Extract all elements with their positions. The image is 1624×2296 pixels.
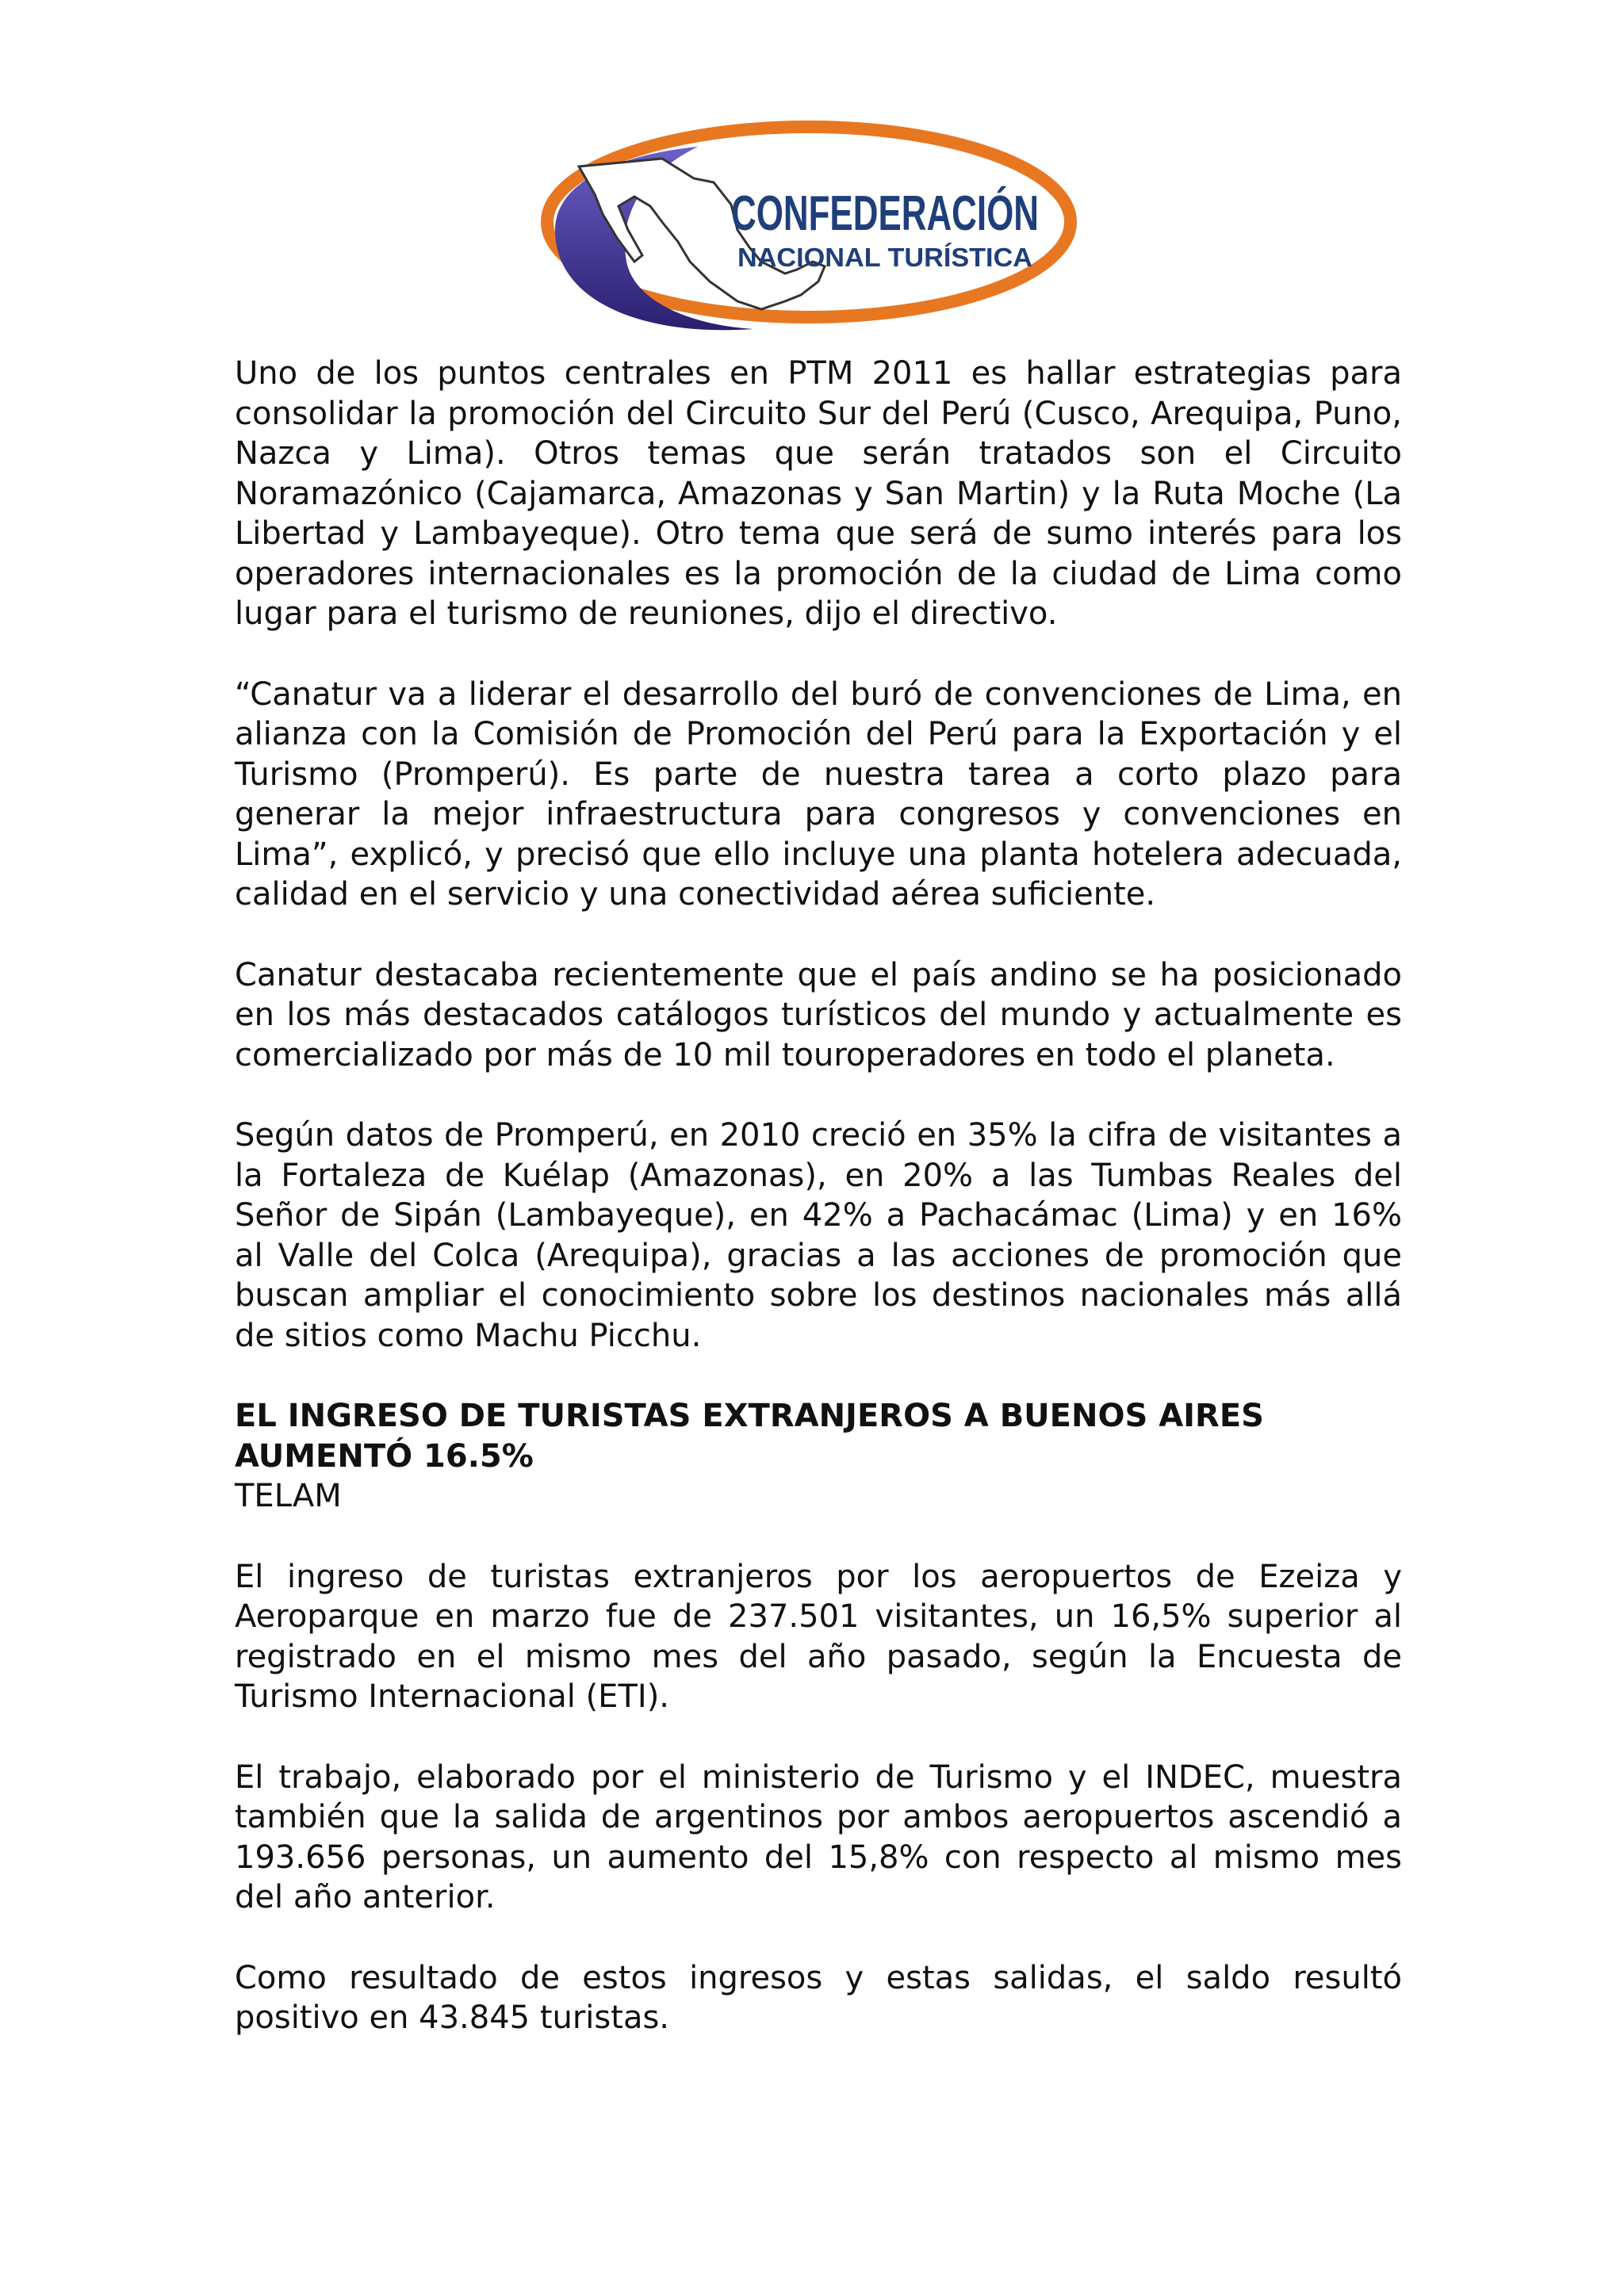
article1-paragraph-2: “Canatur va a liderar el desarrollo del buró de convenciones de Lima, en alianza con la Comisión de Promoción del Perú para la Exportación y el Turismo (Promperú). Es parte de nuestra tarea a corto plazo para generar la mejor infraestructura para congresos y convenciones en Lima”, explicó, y precisó que ello incluye una planta hotelera adecuada, calidad en el servicio y una conectividad aérea suficiente. [235, 675, 1402, 913]
logo-line1: CONFEDERACIÓN [731, 186, 1039, 241]
article1-paragraph-1: Uno de los puntos centrales en PTM 2011 es hallar estrategias para consolidar la promoción del Circuito Sur del Perú (Cusco, Arequipa, Puno, Nazca y Lima). Otros temas que serán tratados son el Circuito Noramazónico (Cajamarca, Amazonas y San Martin) y la Ruta Moche (La Libertad y Lambayeque). Otro tema que será de sumo interés para los operadores internacionales es la promoción de la ciudad de Lima como lugar para el turismo de reuniones, dijo el directivo. [235, 355, 1402, 632]
article1-paragraph-4: Según datos de Promperú, en 2010 creció en 35% la cifra de visitantes a la Fortaleza de Kuélap (Amazonas), en 20% a las Tumbas Reales del Señor de Sipán (Lambayeque), en 42% a Pachacámac (Lima) y en 16% al Valle del Colca (Arequipa), gracias a las acciones de promoción que buscan ampliar el conocimiento sobre los destinos nacionales más allá de sitios como Machu Picchu. [235, 1117, 1402, 1354]
article2-paragraph-2: El trabajo, elaborado por el ministerio de Turismo y el INDEC, muestra también que la salida de argentinos por ambos aeropuertos ascendió a 193.656 personas, un aumento del 15,8% con respecto al mismo mes del año anterior. [235, 1758, 1402, 1915]
mexico-map-swoosh-icon [523, 111, 1094, 349]
article2-title: EL INGRESO DE TURISTAS EXTRANJEROS A BUENOS AIRES AUMENTÓ 16.5% [235, 1398, 1264, 1475]
logo-line2: NACIONAL TURÍSTICA [737, 243, 1032, 272]
article2-paragraph-1: El ingreso de turistas extranjeros por los aeropuertos de Ezeiza y Aeroparque en marzo fue de 237.501 visitantes, un 16,5% superior al registrado en el mismo mes del año pasado, según la Encuesta de Turismo Internacional (ETI). [235, 1558, 1402, 1715]
article2-source: TELAM [235, 1478, 342, 1514]
document-body [235, 354, 1402, 2079]
article2-paragraph-3: Como resultado de estos ingresos y estas salidas, el saldo resultó positivo en 43.845 turistas. [235, 1959, 1402, 2036]
article1-paragraph-3: Canatur destacaba recientemente que el país andino se ha posicionado en los más destacados catálogos turísticos del mundo y actualmente es comercializado por más de 10 mil touroperadores en todo el planeta. [235, 956, 1402, 1073]
confederacion-logo [523, 111, 1094, 349]
